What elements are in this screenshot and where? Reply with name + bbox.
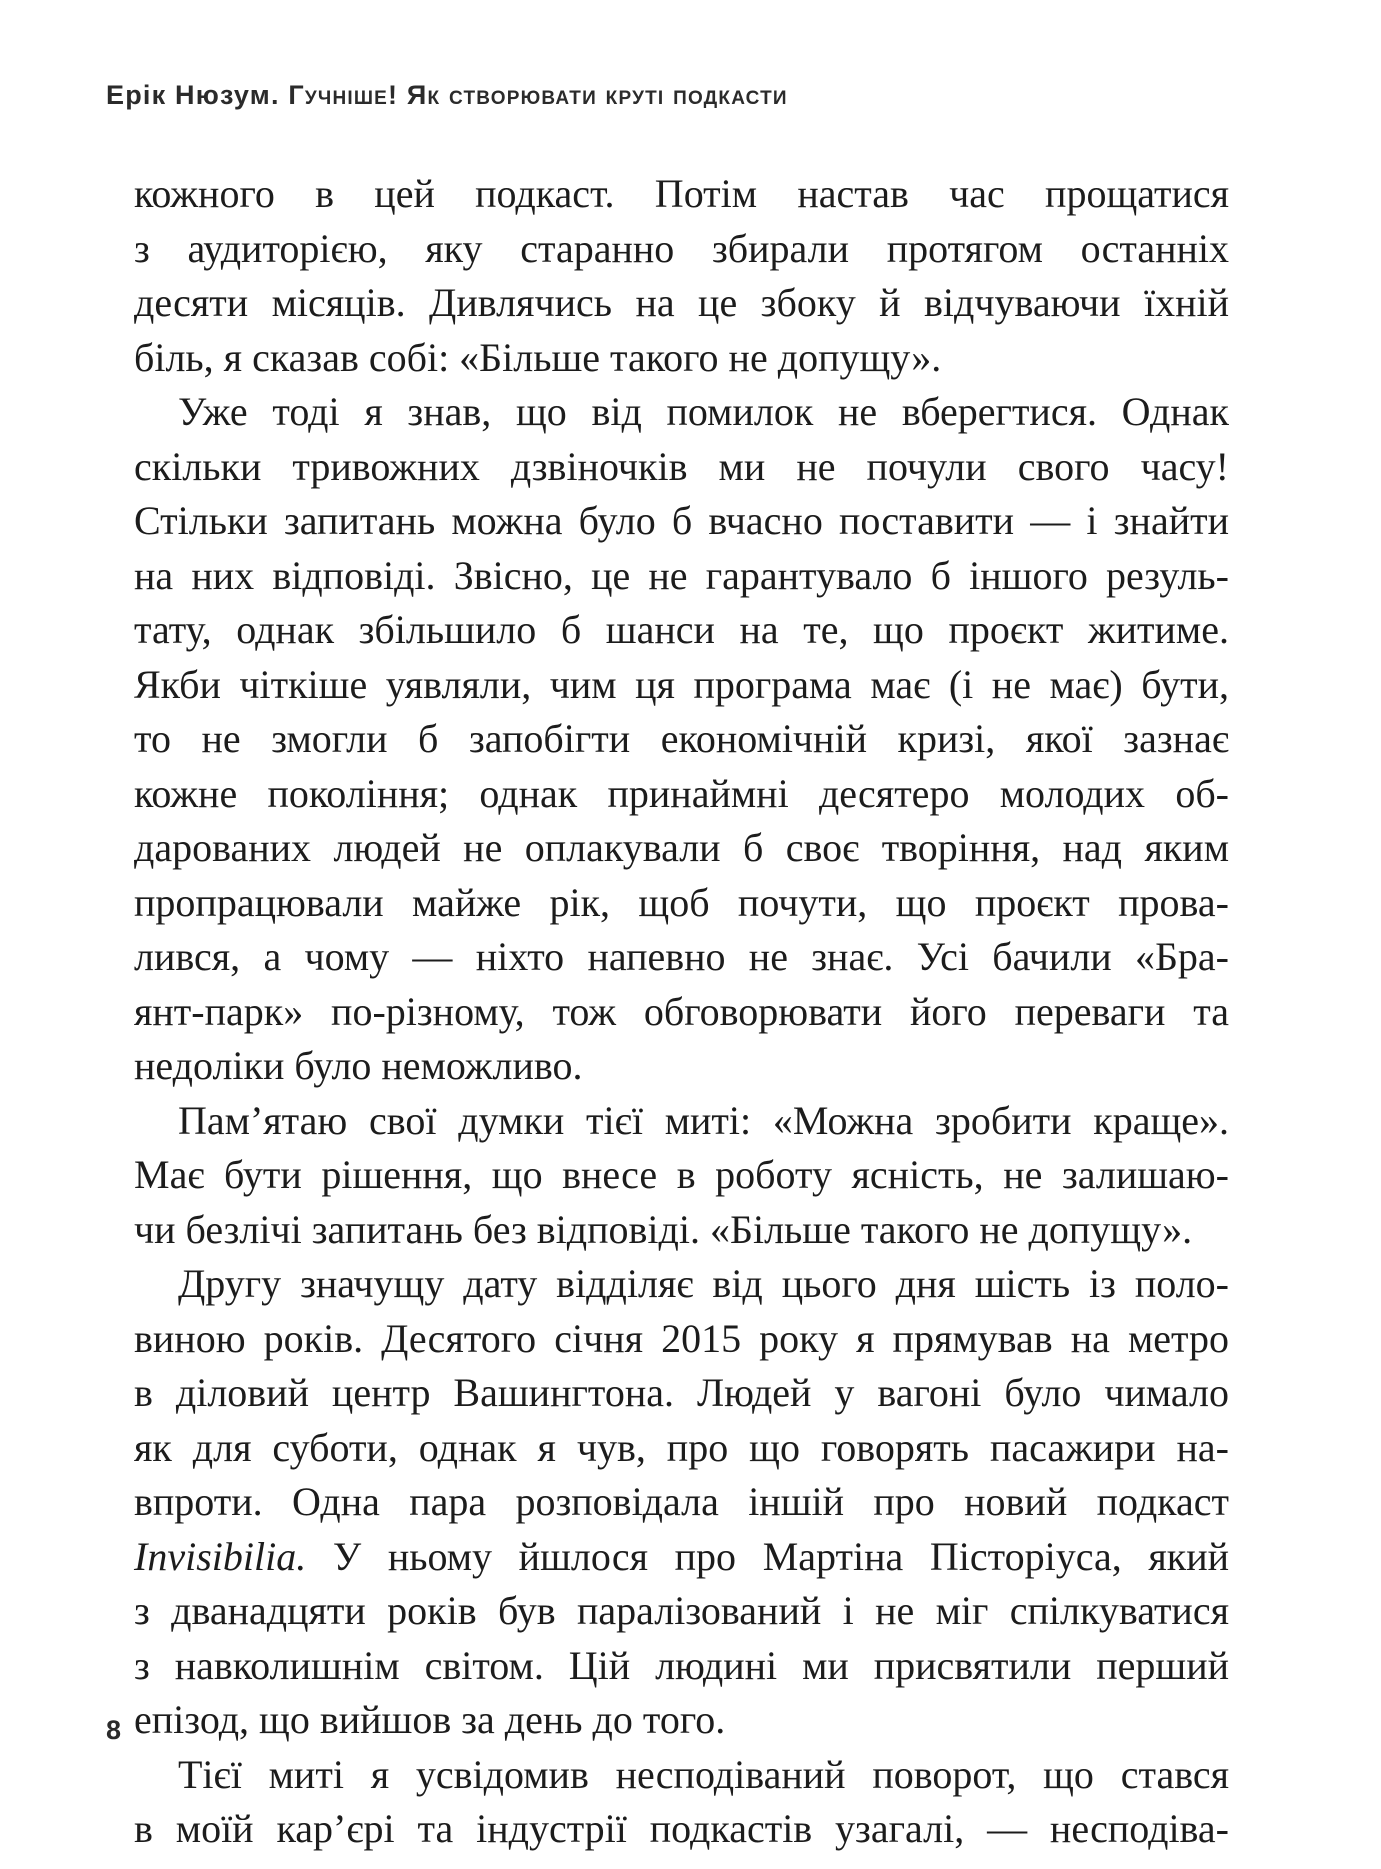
text-line-with-italic xyxy=(134,1530,1229,1585)
text-line: з дванадцяти років був паралізований і не міг спілкуватися xyxy=(134,1588,1229,1633)
text-line: Якби чіткіше уявляли, чим ця програма має (і не має) бути, xyxy=(134,661,1229,707)
text-line: недоліки було неможливо. xyxy=(134,1043,583,1088)
italic-title: Invisibilia. xyxy=(134,1533,307,1579)
text-line: то не змогли б запобігти економічній кризі, якої зазнає xyxy=(134,716,1229,761)
running-header xyxy=(106,80,788,111)
text-line: з аудиторією, яку старанно збирали протягом останніх xyxy=(134,225,1229,271)
text-fragment: У ньому йшлося про Мартіна Пісторіуса, який xyxy=(306,1533,1229,1579)
text-line: епізод, що вийшов за день до того. xyxy=(134,1697,726,1742)
text-line: Стільки запитань можна було б вчасно поставити — і знайти xyxy=(134,498,1229,543)
text-line: Пам’ятаю свої думки тієї миті: «Можна зробити краще». xyxy=(178,1097,1229,1143)
text-line: Має бути рішення, що внесе в роботу ясність, не залишаю- xyxy=(134,1152,1229,1197)
body-text xyxy=(134,167,1229,1857)
text-line: лився, а чому — ніхто напевно не знає. Усі бачили «Бра- xyxy=(134,934,1229,979)
text-line: виною років. Десятого січня 2015 року я прямував на метро xyxy=(134,1315,1229,1361)
text-line: янт-парк» по-різному, тож обговорювати його переваги та xyxy=(134,988,1229,1034)
text-line: скільки тривожних дзвіночків ми не почули свого часу! xyxy=(134,443,1229,489)
text-line: як для суботи, однак я чув, про що говорять пасажири на- xyxy=(134,1424,1229,1470)
text-line: чи безлічі запитань без відповіді. «Більше такого не допущу». xyxy=(134,1206,1193,1252)
text-line: кожного в цей подкаст. Потім настав час прощатися xyxy=(134,171,1229,216)
text-line: тату, однак збільшило б шанси на те, що проєкт житиме. xyxy=(134,607,1229,652)
paragraph-1 xyxy=(134,167,1229,385)
text-line: Уже тоді я знав, що від помилок не вберегтися. Однак xyxy=(178,389,1229,434)
paragraph-5 xyxy=(134,1748,1229,1857)
text-line: десяти місяців. Дивлячись на це збоку й відчуваючи їхній xyxy=(134,280,1229,325)
paragraph-3 xyxy=(134,1094,1229,1258)
text-line: кожне покоління; однак принаймні десятеро молодих об- xyxy=(134,770,1229,816)
text-line: впроти. Одна пара розповідала іншій про новий подкаст xyxy=(134,1479,1229,1524)
text-line: з навколишнім світом. Цій людині ми присвятили перший xyxy=(134,1642,1229,1688)
text-line: пропрацювали майже рік, щоб почути, що проєкт прова- xyxy=(134,879,1229,925)
text-line: в моїй кар’єрі та індустрії подкастів узагалі, — несподіва- xyxy=(134,1806,1229,1851)
header-author: Ерік Нюзум. xyxy=(106,80,280,110)
paragraph-4 xyxy=(134,1257,1229,1748)
text-line: на них відповіді. Звісно, це не гарантувало б іншого резуль- xyxy=(134,552,1229,598)
text-line: в діловий центр Вашингтона. Людей у вагоні було чимало xyxy=(134,1370,1229,1415)
text-line: Другу значущу дату відділяє від цього дня шість із поло- xyxy=(178,1261,1229,1306)
text-line: біль, я сказав собі: «Більше такого не допущу». xyxy=(134,334,942,380)
paragraph-2 xyxy=(134,385,1229,1094)
header-title: Гучніше! Як створювати круті подкасти xyxy=(288,80,788,110)
text-line: дарованих людей не оплакували б своє творіння, над яким xyxy=(134,825,1229,870)
page-number: 8 xyxy=(106,1715,122,1745)
text-line: Тієї миті я усвідомив несподіваний поворот, що стався xyxy=(178,1751,1229,1797)
